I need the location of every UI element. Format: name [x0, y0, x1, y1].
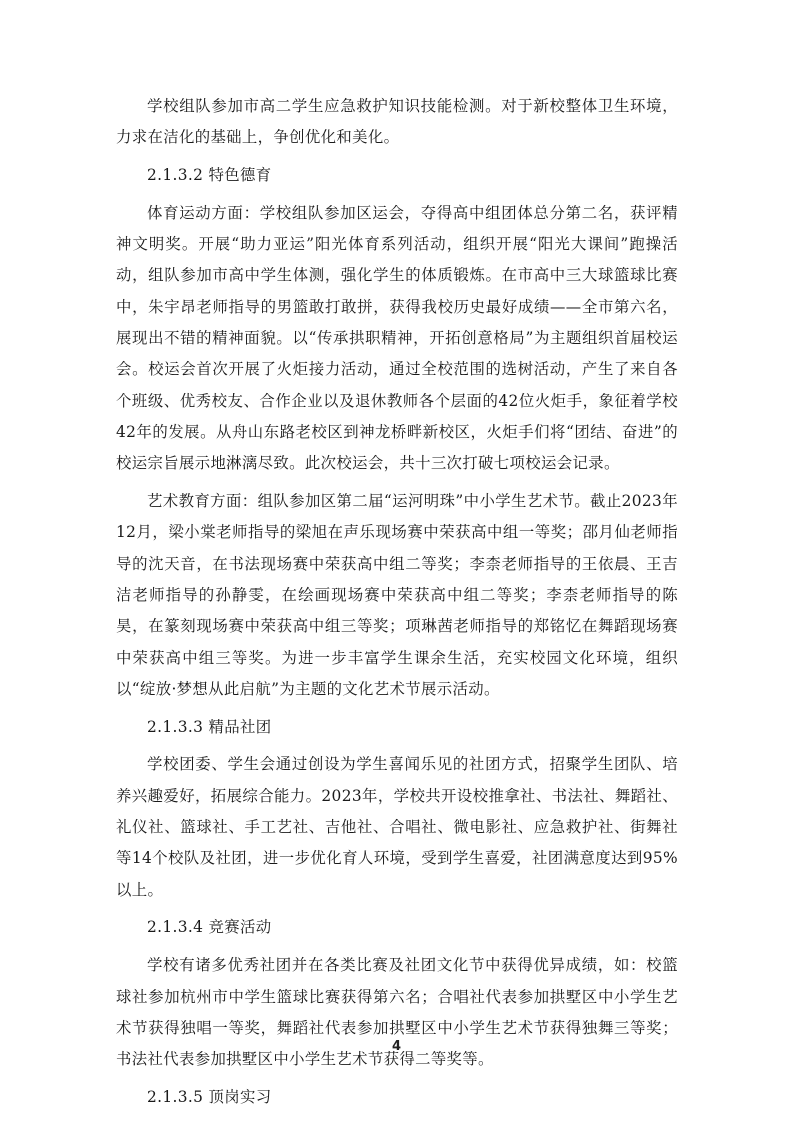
paragraph-competitions: 学校有诸多优秀社团并在各类比赛及社团文化节中获得优异成绩，如：校篮球社参加杭州市中学生篮球比赛获得第六名；合唱社代表参加拱墅区中小学生艺术节获得独唱一等奖，舞蹈社代表参加拱墅区中小学生艺术节获得独舞三等奖；书法社代表参加拱墅区中小学生艺术节获得二等奖等。	[116, 956, 678, 1069]
section-heading-internship: 2.1.3.5 顶岗实习	[147, 1087, 272, 1106]
page-body	[116, 91, 678, 1113]
section-heading-clubs: 2.1.3.3 精品社团	[147, 717, 272, 736]
paragraph-sports: 体育运动方面：学校组队参加区运会，夺得高中组团体总分第二名，获评精神文明奖。开展“助力亚运”阳光体育系列活动，组织开展“阳光大课间”跑操活动，组队参加市高中学生体测，强化学生的体质锻炼。在市高中三大球篮球比赛中，朱宇昂老师指导的男篮敢打敢拼，获得我校历史最好成绩——全市第六名，展现出不错的精神面貌。以“传承拱职精神，开拓创意格局”为主题组织首届校运会。校运会首次开展了火炬接力活动，通过全校范围的选树活动，产生了来自各个班级、优秀校友、合作企业以及退休教师各个层面的42位火炬手，象征着学校42年的发展。从舟山东路老校区到神龙桥畔新校区，火炬手们将“团结、奋进”的校运宗旨展示地淋漓尽致。此次校运会，共十三次打破七项校运会记录。	[116, 203, 678, 473]
paragraph-arts: 艺术教育方面：组队参加区第二届“运河明珠”中小学生艺术节。截止2023年12月，梁小棠老师指导的梁旭在声乐现场赛中荣获高中组一等奖；邵月仙老师指导的沈天音，在书法现场赛中荣获高中组二等奖；李柰老师指导的王依晨、王吉洁老师指导的孙静雯，在绘画现场赛中荣获高中组二等奖；李柰老师指导的陈昊，在篆刻现场赛中荣获高中组三等奖；项琳茜老师指导的郑铭忆在舞蹈现场赛中荣获高中组三等奖。为进一步丰富学生课余生活，充实校园文化环境，组织以“绽放·梦想从此启航”为主题的文化艺术节展示活动。	[116, 492, 678, 698]
section-heading-competitions: 2.1.3.4 竞赛活动	[147, 918, 272, 937]
section-heading-moral-education: 2.1.3.2 特色德育	[147, 166, 272, 185]
paragraph-hygiene: 学校组队参加市高二学生应急救护知识技能检测。对于新校整体卫生环境，力求在洁化的基础上，争创优化和美化。	[116, 97, 678, 147]
paragraph-clubs: 学校团委、学生会通过创设为学生喜闻乐见的社团方式，招聚学生团队、培养兴趣爱好，拓展综合能力。2023年，学校共开设校推拿社、书法社、舞蹈社、礼仪社、篮球社、手工艺社、吉他社、合唱社、微电影社、应急救护社、街舞社等14个校队及社团，进一步优化育人环境，受到学生喜爱，社团满意度达到95%以上。	[116, 755, 678, 899]
page-number: 4	[391, 1039, 402, 1054]
